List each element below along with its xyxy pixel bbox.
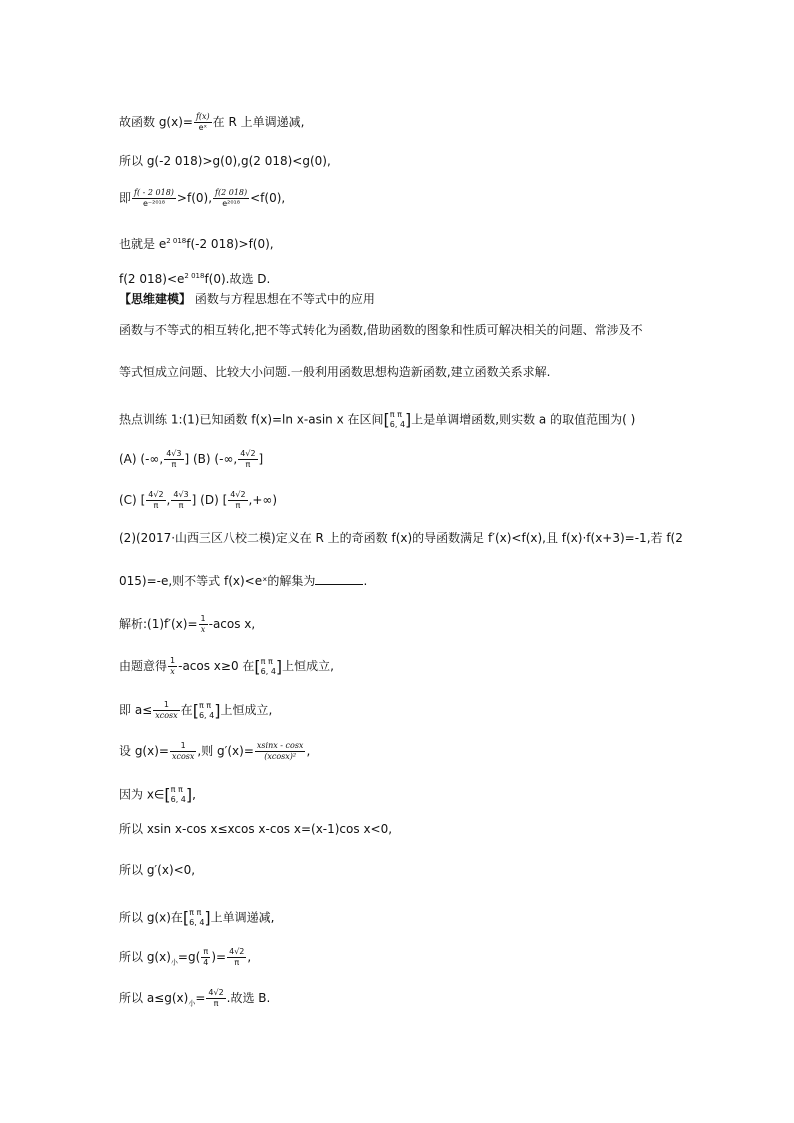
text: 函数与不等式的相互转化,把不等式转化为函数,借助函数的图象和性质可解决相关的问题、常涉及不 [119, 323, 643, 337]
text: 015)=-e,则不等式 f(x)<eˣ的解集为 [119, 574, 316, 588]
text: 因为 x∈ [119, 787, 165, 802]
line-equivalent-1 [119, 233, 274, 252]
denominator: e²⁰¹⁸ [222, 199, 240, 208]
section-title: 函数与方程思想在不等式中的应用 [191, 292, 375, 306]
text: f(0).故选 D. [204, 272, 271, 286]
line-equivalent-2 [119, 268, 270, 287]
line-g-decreasing [119, 112, 304, 133]
text: 设 g(x)= [119, 744, 169, 758]
solution-inequality [119, 821, 392, 837]
interval-bounds: π π 6, 4 [389, 410, 406, 429]
numerator: 1 [153, 700, 179, 711]
option-d-label[interactable]: (D) [196, 493, 223, 507]
numerator: 4√2 [229, 947, 245, 956]
numerator: xsinx - cosx [256, 741, 304, 750]
interval-bounds: π π 6, 4 [189, 908, 205, 927]
solution-domain [119, 785, 196, 805]
fraction [201, 947, 210, 968]
solution-define-g [119, 741, 310, 762]
solution-derivative-sign [119, 862, 195, 878]
text: , [192, 787, 196, 802]
exponent: 2 018 [166, 237, 187, 245]
exponent: 2 018 [184, 272, 205, 280]
subscript: 小 [188, 999, 196, 1008]
interval: [π π 6, 4] [383, 410, 412, 429]
fraction [194, 112, 212, 133]
interval-bounds: π π 6, 4 [198, 700, 215, 720]
text: f(2 018)<e [119, 272, 185, 286]
text: 由题意得 [119, 659, 168, 673]
fraction [238, 449, 257, 470]
text: ,则 g′(x)= [197, 744, 254, 758]
text: 热点训练 1:(1)已知函数 f(x)=ln x-asin x 在区间 [119, 412, 384, 427]
text: , [306, 744, 311, 758]
denominator: π [245, 460, 251, 469]
answer-blank[interactable] [315, 572, 363, 585]
exercise-2-line-2 [119, 572, 367, 589]
denominator: (xcosx)² [264, 752, 297, 761]
numerator: 4√2 [230, 490, 246, 499]
denominator: π [153, 501, 159, 510]
interval: [π π 6, 4] [182, 908, 211, 927]
fraction [199, 614, 208, 635]
solution-a-bound [119, 700, 272, 721]
text: 所以 g(x) [119, 950, 171, 964]
text: = [216, 950, 227, 964]
numerator: 4√2 [240, 449, 256, 458]
text: -acos x≥0 在 [178, 659, 255, 673]
interval: [π π 6, 4] [164, 785, 193, 804]
numerator: 4√3 [166, 449, 182, 458]
text: .故选 B. [226, 991, 271, 1005]
text: 所以 g(x)在 [119, 910, 183, 925]
exercise-1-question [119, 410, 635, 430]
fraction [153, 700, 179, 721]
option-a-label[interactable]: (A) [119, 452, 141, 466]
fraction [164, 449, 183, 470]
denominator: π [213, 999, 219, 1008]
paragraph-line-2 [119, 364, 550, 380]
line-ratio-compare [119, 188, 285, 209]
interval-bounds: π π 6, 4 [260, 656, 276, 676]
fraction [132, 188, 176, 209]
text: 所以 g(-2 018)>g(0),g(2 018)<g(0), [119, 154, 331, 168]
denominator: π [235, 501, 241, 510]
fraction [227, 947, 246, 968]
denominator: e⁻²⁰¹⁸ [142, 199, 165, 208]
numerator: 4√2 [208, 988, 224, 997]
text: 所以 a≤g(x) [119, 991, 189, 1005]
text: 在 R 上单调递减, [212, 115, 305, 129]
text: . [363, 574, 368, 588]
text: 所以 xsin x-cos x≤xcos x-cos x=(x-1)cos x<0, [119, 822, 393, 836]
interval: [π π 6, 4] [192, 700, 221, 720]
denominator: xcosx [171, 752, 195, 761]
text: 即 [119, 191, 132, 205]
denominator: π [178, 501, 184, 510]
text: 也就是 e [119, 237, 167, 251]
text: 上恒成立, [220, 703, 273, 717]
text: 在 [180, 703, 193, 717]
text: 故函数 g(x)= [119, 115, 193, 129]
text: 上单调递减, [210, 910, 275, 925]
section-tag: 【思维建模】 [119, 292, 192, 306]
numerator: f(x) [195, 112, 210, 121]
numerator: 1 [200, 614, 206, 623]
denominator: 4 [203, 958, 209, 967]
numerator: f(2 018) [215, 188, 248, 197]
text: ,+∞ [248, 493, 273, 507]
denominator: eˣ [198, 123, 208, 132]
text: , [247, 950, 252, 964]
text: 等式恒成立问题、比较大小问题.一般利用函数思想构造新函数,建立函数关系求解. [119, 365, 551, 379]
text: 即 a≤ [119, 703, 153, 717]
subscript: 小 [170, 958, 178, 967]
fraction [255, 741, 306, 762]
fraction [228, 490, 247, 511]
numerator: f( - 2 018) [134, 188, 174, 197]
fraction [213, 188, 249, 209]
option-c-label[interactable]: (C) [119, 493, 141, 507]
paragraph-line-1 [119, 322, 643, 338]
fraction [170, 741, 196, 762]
exercise-2-line-1 [119, 530, 683, 546]
fraction [146, 490, 165, 511]
solution-derivative [119, 614, 255, 635]
options-c-d: (C) [ $\frac{4√2}{\pi}$ , $\frac{4√3}{\pi}$ ] (D) [ $\frac{4√2}{\pi}$ ,+∞) [119, 490, 278, 510]
interval: [π π 6, 4] [254, 656, 283, 676]
numerator: π [201, 947, 210, 958]
numerator: 1 [170, 656, 176, 665]
solution-condition [119, 656, 334, 677]
numerator: 4√3 [173, 490, 189, 499]
text: , [166, 493, 171, 507]
denominator: π [171, 460, 177, 469]
option-b-label[interactable]: (B) [189, 452, 215, 466]
interval-bounds: π π 6, 4 [170, 785, 186, 804]
text: >f(0), [176, 191, 213, 205]
line-g-compare [119, 153, 331, 169]
text: (2)(2017·山西三区八校二模)定义在 R 上的奇函数 f(x)的导函数满足 f′(x)<f(x),且 f(x)·f(x+3)=-1,若 f(2 [119, 531, 683, 545]
solution-min-value: 所以 $g(x)_小=g$( $\frac{\pi}{4}$ )= $\frac{4√2}{\pi}$ , [119, 947, 252, 967]
text: -∞, [145, 452, 164, 466]
fraction [168, 656, 177, 677]
numerator: 1 [170, 741, 196, 752]
text: 上是单调增函数,则实数 a 的取值范围为( ) [411, 412, 636, 427]
options-a-b: (A) (-∞, $\frac{4√3}{\pi}$ ] (B) (-∞, $\frac{4√2}{\pi}$ ] [119, 449, 264, 469]
text: f(-2 018)>f(0), [186, 237, 274, 251]
fraction [171, 490, 190, 511]
section-heading [119, 291, 375, 307]
denominator: x [200, 625, 206, 634]
text: 所以 g′(x)<0, [119, 863, 196, 877]
denominator: x [170, 667, 175, 676]
numerator: 4√2 [148, 490, 164, 499]
text: =g [177, 950, 196, 964]
text: -acos x, [208, 617, 256, 631]
solution-decreasing [119, 908, 275, 928]
text: -∞, [219, 452, 238, 466]
text: <f(0), [250, 191, 286, 205]
denominator: π [234, 958, 240, 967]
solution-answer [119, 988, 270, 1011]
text: 上恒成立, [282, 659, 334, 673]
denominator: xcosx [155, 711, 178, 720]
fraction [206, 988, 225, 1009]
text: = [195, 991, 206, 1005]
text: 解析:(1)f′(x)= [119, 617, 198, 631]
